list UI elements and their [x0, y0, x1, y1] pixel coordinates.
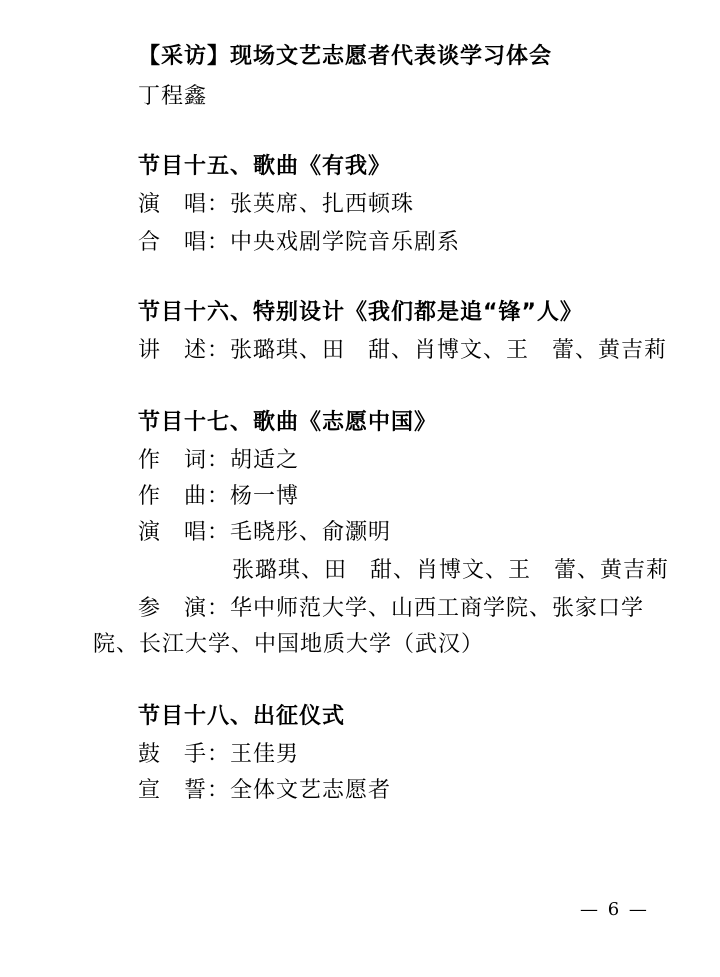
program-15-title: 节目十五、歌曲《有我》 [138, 154, 392, 179]
program-17-title: 节目十七、歌曲《志愿中国》 [138, 410, 438, 435]
credit-value: 张英席、扎西顿珠 [230, 192, 415, 217]
credit-label: 宣 誓： [138, 778, 231, 803]
credit-label: 合 唱： [138, 230, 231, 255]
program-17-credit-composer [138, 482, 299, 512]
credit-label: 鼓 手： [138, 742, 231, 767]
credit-label: 演 唱： [138, 192, 231, 217]
program-17-credit-participants [138, 594, 644, 624]
credit-value: 张璐琪、田 甜、肖博文、王 蕾、黄吉莉 [230, 338, 668, 363]
credit-value: 全体文艺志愿者 [230, 778, 392, 803]
interview-person: 丁程鑫 [138, 84, 208, 109]
program-15-credit-singer [138, 190, 414, 220]
credit-label: 演 唱： [138, 520, 231, 545]
credit-label: 作 曲： [138, 484, 231, 509]
interview-title: 【采访】现场文艺志愿者代表谈学习体会 [138, 44, 553, 69]
credit-value: 毛晓彤、俞灏明 [230, 520, 392, 545]
credit-label: 讲 述： [138, 338, 231, 363]
program-17-credit-participants-continued: 院、长江大学、中国地质大学（武汉） [93, 632, 485, 657]
program-16-credit-narration [138, 336, 667, 366]
credit-label: 参 演： [138, 596, 231, 621]
program-18-title: 节目十八、出征仪式 [138, 704, 346, 729]
program-17-credit-singer [138, 518, 391, 548]
credit-value: 胡适之 [230, 448, 300, 473]
credit-value: 杨一博 [230, 484, 300, 509]
page-number: — 6 — [580, 899, 649, 920]
credit-value: 华中师范大学、山西工商学院、张家口学 [230, 596, 645, 621]
credit-label: 作 词： [138, 448, 231, 473]
program-18-credit-drummer [138, 740, 299, 770]
credit-value: 王佳男 [230, 742, 300, 767]
program-18-credit-oath [138, 776, 391, 806]
program-16-title: 节目十六、特别设计《我们都是追“锋”人》 [138, 300, 583, 325]
program-15-credit-chorus [138, 228, 460, 258]
program-17-credit-singer-continued: 张璐琪、田 甜、肖博文、王 蕾、黄吉莉 [232, 558, 670, 583]
credit-value: 中央戏剧学院音乐剧系 [230, 230, 461, 255]
program-17-credit-lyrics [138, 446, 299, 476]
